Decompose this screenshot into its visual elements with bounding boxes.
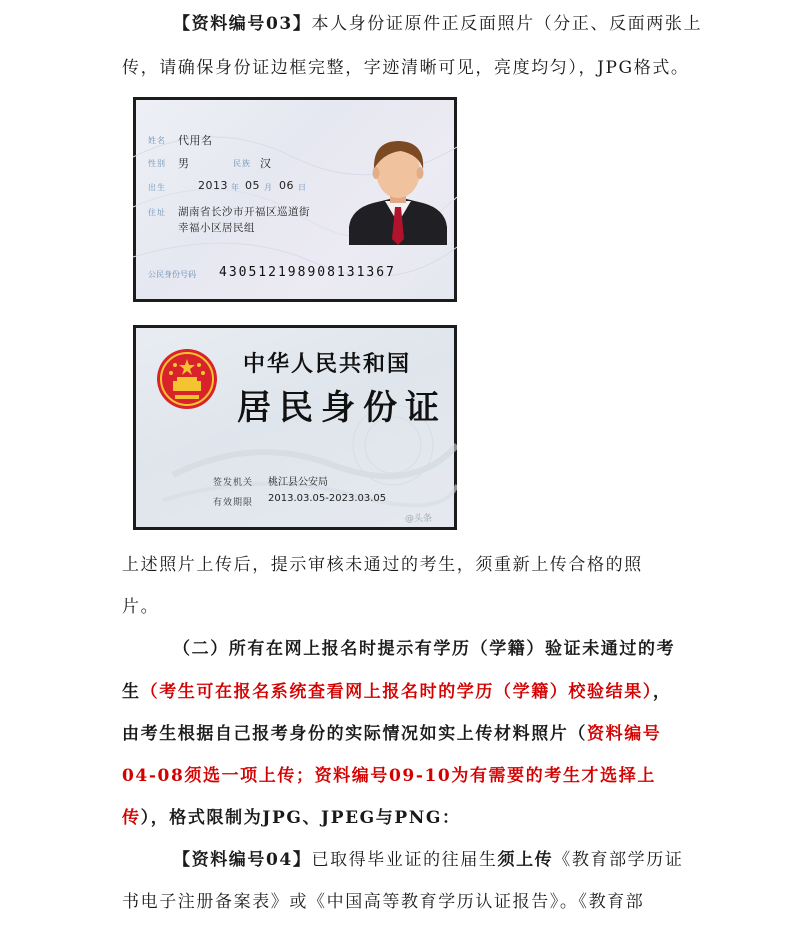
p3-line3-a: 由考生根据自己报考身份的实际情况如实上传材料照片（ <box>122 724 587 744</box>
p3-line5-red: 传 <box>122 808 141 828</box>
birth-day: 06 <box>279 179 294 192</box>
id-card-front-image <box>133 97 457 302</box>
p4-line1 <box>173 848 683 872</box>
id-number-label: 公民身份号码 <box>148 270 196 279</box>
watermark: @头条 <box>405 514 433 524</box>
validity-label: 有效期限 <box>213 498 254 508</box>
material-label-03: 【资料编号03】 <box>173 14 312 34</box>
p1-line2: 传，请确保身份证边框完整，字迹清晰可见，亮度均匀），JPG格式。 <box>122 58 690 78</box>
sex-value: 男 <box>178 157 190 170</box>
p3-line1: （二）所有在网上报名时提示有学历（学籍）验证未通过的考 <box>173 639 676 659</box>
sex-label: 性别 <box>148 159 166 168</box>
birth-label: 出生 <box>148 183 166 192</box>
national-emblem-icon <box>155 347 219 411</box>
year-char: 年 <box>231 183 240 192</box>
material-label-04: 【资料编号04】 <box>173 850 312 870</box>
p3-line5 <box>122 806 461 830</box>
validity-value: 2013.03.05-2023.03.05 <box>268 493 387 504</box>
address-line2: 幸福小区居民组 <box>178 222 255 234</box>
id-number-value: 430512198908131367 <box>219 265 396 280</box>
authority-label: 签发机关 <box>213 478 254 488</box>
p3-line2-a: 生 <box>122 682 141 702</box>
p2-line1: 上述照片上传后，提示审核未通过的考生，须重新上传合格的照 <box>122 555 643 575</box>
p1-line1 <box>173 12 702 36</box>
card-title: 居民身份证 <box>237 388 447 428</box>
month-char: 月 <box>264 183 273 192</box>
birth-year: 2013 <box>198 179 228 192</box>
p4-line1-a: 已取得毕业证的往届生 <box>311 850 498 870</box>
birth-month: 05 <box>245 179 260 192</box>
p3-line3-red: 资料编号 <box>587 724 662 744</box>
p3-line2 <box>122 680 672 704</box>
name-value: 代用名 <box>178 134 213 147</box>
p4-line1-bold: 须上传 <box>497 850 554 870</box>
country-name: 中华人民共和国 <box>243 351 412 377</box>
authority-value: 桃江县公安局 <box>268 477 328 488</box>
p3-line4: 04-08须选一项上传；资料编号09-10为有需要的考生才选择上 <box>122 766 656 786</box>
p4-line1-c: 《教育部学历证 <box>553 850 684 870</box>
id-card-back-image <box>133 325 457 530</box>
p3-line5-b: ），格式限制为JPG、JPEG与PNG： <box>140 808 461 828</box>
p2-line2: 片。 <box>122 597 160 617</box>
address-label: 住址 <box>148 208 166 217</box>
ethnic-value: 汉 <box>260 157 272 170</box>
p1-line1-text: 本人身份证原件正反面照片（分正、反面两张上 <box>311 14 703 34</box>
p4-line2: 书电子注册备案表》或《中国高等教育学历认证报告》。《教育部 <box>122 892 645 912</box>
p3-line3 <box>122 722 661 746</box>
p3-line2-c: ， <box>652 682 672 702</box>
ethnic-label: 民族 <box>233 159 251 168</box>
name-label: 姓名 <box>148 136 166 145</box>
p3-line2-red: （考生可在报名系统查看网上报名时的学历（学籍）校验结果） <box>140 682 653 702</box>
portrait-avatar <box>343 135 453 245</box>
day-char: 日 <box>298 183 307 192</box>
address-line1: 湖南省长沙市开福区巡道街 <box>178 206 310 218</box>
